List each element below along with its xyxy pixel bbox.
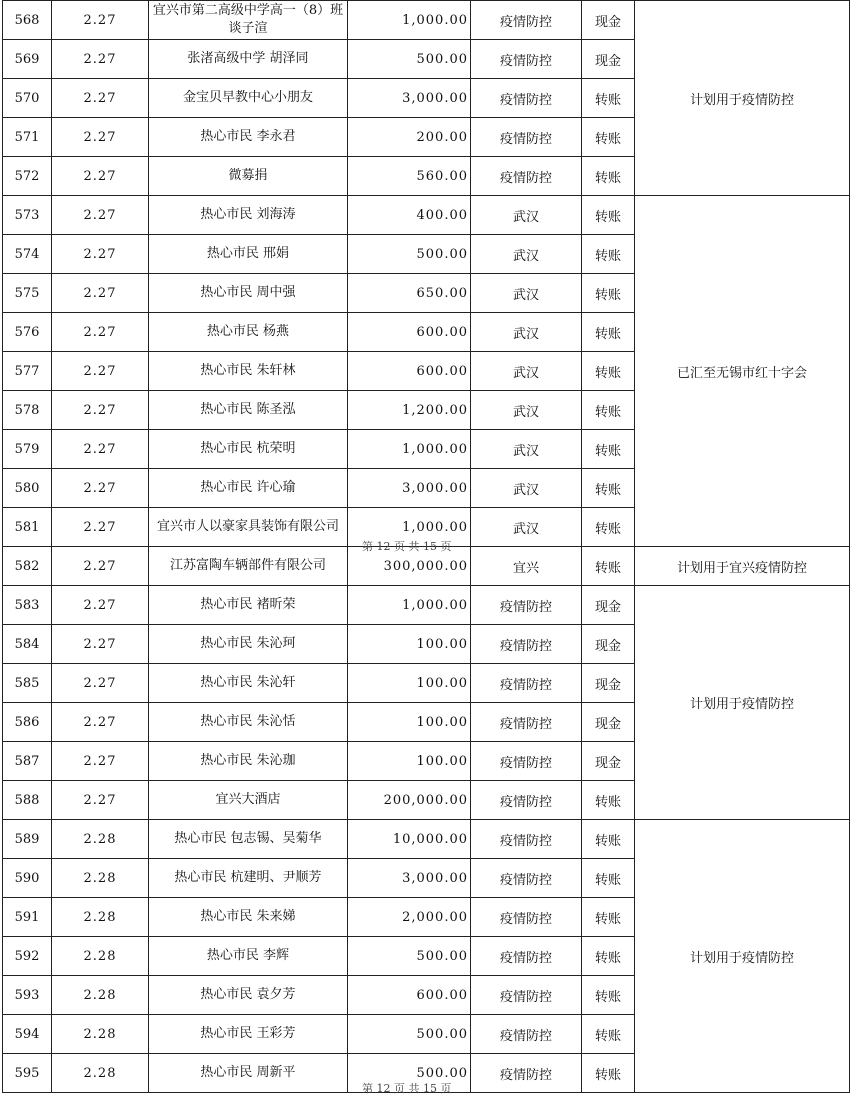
donation-purpose: 武汉 [471,196,582,235]
donation-purpose: 疫情防控 [471,1015,582,1054]
donation-amount: 100.00 [348,664,471,703]
donation-date: 2.27 [52,118,149,157]
remark-cell: 计划用于宜兴疫情防控 [635,547,850,586]
payment-method: 转账 [582,157,635,196]
row-number: 584 [3,625,52,664]
donation-date: 2.27 [52,586,149,625]
payment-method: 转账 [582,118,635,157]
remark-cell: 计划用于疫情防控 [635,820,850,1093]
payment-method: 现金 [582,625,635,664]
payment-method: 转账 [582,391,635,430]
donor-name: 热心市民 周新平 [149,1054,348,1093]
row-number: 582 [3,547,52,586]
donation-purpose: 疫情防控 [471,1,582,40]
payment-method: 转账 [582,937,635,976]
donation-purpose: 疫情防控 [471,625,582,664]
donation-amount: 1,000.00 [348,586,471,625]
donation-amount: 3,000.00 [348,79,471,118]
donor-name: 热心市民 邢娟 [149,235,348,274]
donor-name: 宜兴大酒店 [149,781,348,820]
page-number-mark: 第 12 页 共 15 页 [362,540,452,553]
donation-purpose: 武汉 [471,469,582,508]
donor-name: 热心市民 朱沁珈 [149,742,348,781]
donation-purpose: 武汉 [471,430,582,469]
donation-purpose: 疫情防控 [471,79,582,118]
table-row [3,586,850,625]
donation-amount: 500.00 [348,1054,471,1093]
donation-date: 2.27 [52,196,149,235]
donation-date: 2.28 [52,820,149,859]
table-row [3,820,850,859]
donation-purpose: 武汉 [471,313,582,352]
donation-amount: 600.00 [348,352,471,391]
donation-amount: 650.00 [348,274,471,313]
row-number: 572 [3,157,52,196]
donor-name: 张渚高级中学 胡泽同 [149,40,348,79]
page-number-mark: 第 12 页 共 15 页 [362,1082,452,1095]
donation-amount: 100.00 [348,625,471,664]
remark-cell: 计划用于疫情防控 [635,586,850,820]
payment-method: 转账 [582,274,635,313]
donation-date: 2.27 [52,1,149,40]
row-number: 587 [3,742,52,781]
row-number: 571 [3,118,52,157]
donation-date: 2.27 [52,235,149,274]
donation-date: 2.27 [52,664,149,703]
donation-purpose: 疫情防控 [471,586,582,625]
donation-purpose: 武汉 [471,274,582,313]
payment-method: 现金 [582,1,635,40]
payment-method: 转账 [582,79,635,118]
row-number: 586 [3,703,52,742]
payment-method: 现金 [582,40,635,79]
row-number: 568 [3,1,52,40]
row-number: 588 [3,781,52,820]
payment-method: 转账 [582,469,635,508]
row-number: 574 [3,235,52,274]
donor-name: 热心市民 刘海涛 [149,196,348,235]
payment-method: 转账 [582,1015,635,1054]
donation-purpose: 疫情防控 [471,40,582,79]
donation-purpose: 疫情防控 [471,859,582,898]
payment-method: 转账 [582,781,635,820]
donor-name: 热心市民 李永君 [149,118,348,157]
donation-purpose: 武汉 [471,352,582,391]
donor-name: 热心市民 褚昕荣 [149,586,348,625]
donation-amount: 1,000.00 [348,508,471,547]
row-number: 578 [3,391,52,430]
row-number: 585 [3,664,52,703]
donation-date: 2.27 [52,313,149,352]
row-number: 573 [3,196,52,235]
donation-amount: 3,000.00 [348,469,471,508]
donation-date: 2.27 [52,547,149,586]
payment-method: 转账 [582,235,635,274]
donor-name: 热心市民 杭荣明 [149,430,348,469]
donor-name: 热心市民 周中强 [149,274,348,313]
donation-purpose: 疫情防控 [471,1054,582,1093]
payment-method: 转账 [582,976,635,1015]
row-number: 576 [3,313,52,352]
donation-amount: 600.00 [348,313,471,352]
donor-name: 宜兴市第二高级中学高一（8）班 谈子渲 [149,1,348,40]
donation-purpose: 宜兴 [471,547,582,586]
row-number: 577 [3,352,52,391]
donation-amount: 100.00 [348,703,471,742]
donor-name: 热心市民 王彩芳 [149,1015,348,1054]
donation-purpose: 疫情防控 [471,781,582,820]
donation-date: 2.28 [52,937,149,976]
payment-method: 转账 [582,898,635,937]
table-row [3,196,850,235]
payment-method: 现金 [582,742,635,781]
donation-amount: 100.00 [348,742,471,781]
donation-amount: 3,000.00 [348,859,471,898]
donation-amount: 200,000.00 [348,781,471,820]
donation-date: 2.27 [52,781,149,820]
payment-method: 转账 [582,196,635,235]
donation-purpose: 疫情防控 [471,742,582,781]
donation-amount: 10,000.00 [348,820,471,859]
row-number: 592 [3,937,52,976]
donation-date: 2.28 [52,859,149,898]
payment-method: 转账 [582,430,635,469]
donation-amount: 300,000.00 [348,547,471,586]
row-number: 570 [3,79,52,118]
payment-method: 转账 [582,508,635,547]
payment-method: 转账 [582,352,635,391]
payment-method: 转账 [582,547,635,586]
payment-method: 转账 [582,1054,635,1093]
donor-name: 热心市民 杭建明、尹顺芳 [149,859,348,898]
donor-name: 热心市民 陈圣泓 [149,391,348,430]
donation-amount: 600.00 [348,976,471,1015]
row-number: 580 [3,469,52,508]
donor-name: 微募捐 [149,157,348,196]
row-number: 593 [3,976,52,1015]
donation-purpose: 疫情防控 [471,703,582,742]
donation-date: 2.27 [52,157,149,196]
donor-name: 金宝贝早教中心小朋友 [149,79,348,118]
donation-purpose: 疫情防控 [471,820,582,859]
donation-amount: 560.00 [348,157,471,196]
payment-method: 转账 [582,859,635,898]
donor-name: 热心市民 李辉 [149,937,348,976]
donation-amount: 500.00 [348,40,471,79]
donation-amount: 400.00 [348,196,471,235]
donation-date: 2.27 [52,79,149,118]
donation-amount: 500.00 [348,235,471,274]
donation-amount: 500.00 [348,1015,471,1054]
donation-amount: 200.00 [348,118,471,157]
donation-date: 2.27 [52,742,149,781]
payment-method: 现金 [582,586,635,625]
donation-amount: 500.00 [348,937,471,976]
donation-date: 2.28 [52,898,149,937]
payment-method: 现金 [582,703,635,742]
remark-cell: 已汇至无锡市红十字会 [635,196,850,547]
payment-method: 转账 [582,313,635,352]
donation-date: 2.27 [52,430,149,469]
row-number: 594 [3,1015,52,1054]
donation-purpose: 武汉 [471,508,582,547]
donation-date: 2.27 [52,274,149,313]
donor-name: 热心市民 朱来娣 [149,898,348,937]
donation-amount: 1,200.00 [348,391,471,430]
row-number: 581 [3,508,52,547]
donation-date: 2.27 [52,469,149,508]
donation-purpose: 武汉 [471,235,582,274]
remark-cell: 计划用于疫情防控 [635,1,850,196]
payment-method: 现金 [582,664,635,703]
donation-date: 2.27 [52,40,149,79]
row-number: 569 [3,40,52,79]
row-number: 589 [3,820,52,859]
donor-name: 热心市民 朱沁恬 [149,703,348,742]
donor-name: 热心市民 包志锡、吴菊华 [149,820,348,859]
donor-name: 热心市民 朱沁珂 [149,625,348,664]
row-number: 591 [3,898,52,937]
payment-method: 转账 [582,820,635,859]
donation-purpose: 疫情防控 [471,976,582,1015]
donation-date: 2.27 [52,703,149,742]
donation-date: 2.28 [52,1054,149,1093]
donation-amount: 1,000.00 [348,1,471,40]
donor-name: 热心市民 朱轩林 [149,352,348,391]
donation-date: 2.28 [52,976,149,1015]
donor-name: 宜兴市人以豪家具装饰有限公司 [149,508,348,547]
donation-date: 2.27 [52,625,149,664]
row-number: 575 [3,274,52,313]
donation-purpose: 疫情防控 [471,898,582,937]
donation-date: 2.27 [52,391,149,430]
donation-purpose: 疫情防控 [471,664,582,703]
donation-amount: 1,000.00 [348,430,471,469]
donation-date: 2.27 [52,352,149,391]
donation-purpose: 疫情防控 [471,937,582,976]
row-number: 579 [3,430,52,469]
donation-amount: 2,000.00 [348,898,471,937]
donation-date: 2.28 [52,1015,149,1054]
table-row [3,1,850,40]
donor-name: 江苏富陶车辆部件有限公司 [149,547,348,586]
row-number: 595 [3,1054,52,1093]
donation-purpose: 疫情防控 [471,118,582,157]
donor-name: 热心市民 袁夕芳 [149,976,348,1015]
donation-date: 2.27 [52,508,149,547]
row-number: 590 [3,859,52,898]
donation-purpose: 疫情防控 [471,157,582,196]
donor-name: 热心市民 许心瑜 [149,469,348,508]
donor-name: 热心市民 朱沁轩 [149,664,348,703]
donor-name: 热心市民 杨燕 [149,313,348,352]
donation-purpose: 武汉 [471,391,582,430]
row-number: 583 [3,586,52,625]
